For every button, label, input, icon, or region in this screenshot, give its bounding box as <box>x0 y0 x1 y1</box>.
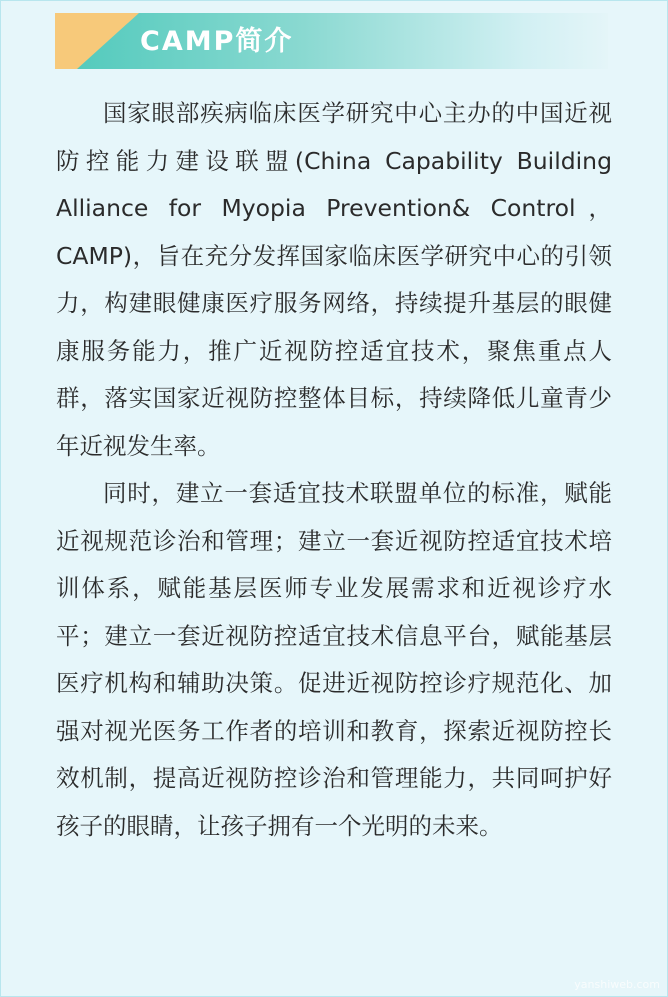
paragraph-intro: 国家眼部疾病临床医学研究中心主办的中国近视防控能力建设联盟(China Capability Building Alliance for Myopia Prevention& Control，CAMP)，旨在充分发挥国家临床医学研究中心的引领力，构建眼健康医疗服务网络，持续提升基层的眼健康服务能力，推广近视防控适宜技术，聚焦重点人群，落实国家近视防控整体目标，持续降低儿童青少年近视发生率。 <box>56 99 612 460</box>
watermark: yanshiweb.com <box>574 978 660 991</box>
section-title: CAMP简介 <box>140 26 294 57</box>
paragraph-goals: 同时，建立一套适宜技术联盟单位的标准，赋能近视规范诊治和管理；建立一套近视防控适宜技术培训体系，赋能基层医师专业发展需求和近视诊疗水平；建立一套近视防控适宜技术信息平台，赋能基层医疗机构和辅助决策。促进近视防控诊疗规范化、加强对视光医务工作者的培训和教育，探索近视防控长效机制，提高近视防控诊治和管理能力，共同呵护好孩子的眼睛，让孩子拥有一个光明的未来。 <box>56 479 612 840</box>
header-accent-slant <box>77 13 139 69</box>
article-body <box>56 90 612 850</box>
header-accent-block <box>55 13 77 69</box>
